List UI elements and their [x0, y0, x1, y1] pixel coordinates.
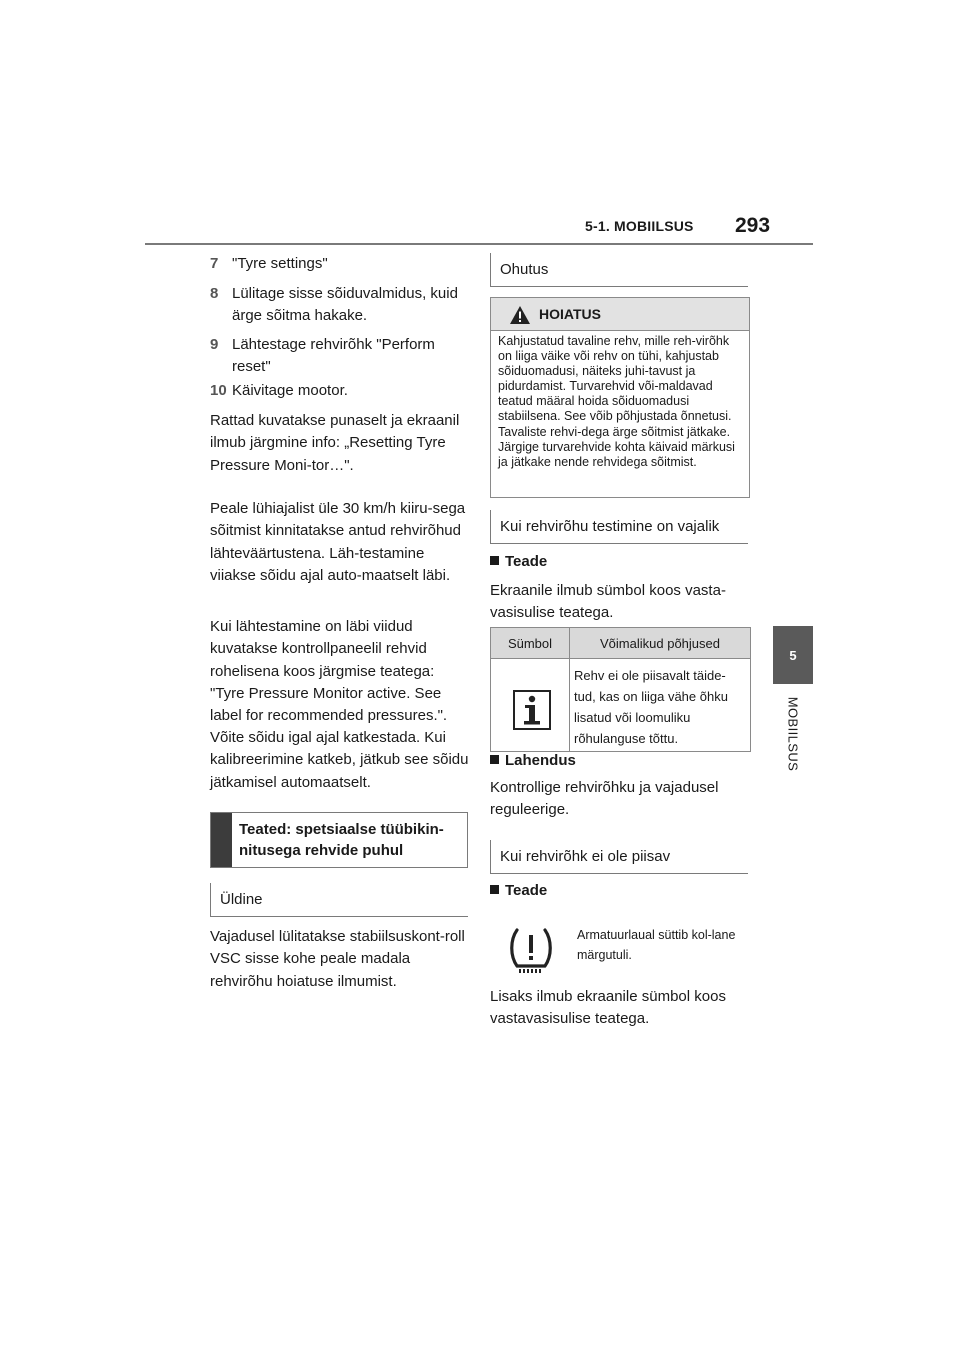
- step-8: [210, 283, 470, 327]
- step-number: 8: [210, 285, 219, 302]
- step-7: [210, 253, 470, 275]
- table-header: Sümbol: [491, 628, 570, 659]
- table-header: Võimalikud põhjused: [570, 628, 751, 659]
- step-number: 10: [210, 382, 227, 399]
- warning-box: [490, 297, 750, 498]
- subheading-text: Üldine: [220, 891, 263, 908]
- bullet-heading-text: Teade: [505, 882, 548, 899]
- bullet-heading-lahendus: [490, 752, 576, 769]
- step-text: Käivitage mootor.: [232, 382, 348, 399]
- subheading-text: Kui rehvirõhk ei ole piisav: [500, 848, 671, 865]
- warning-title: HOIATUS: [539, 306, 601, 322]
- chapter-label-text: MOBIILSUS: [785, 696, 801, 772]
- tire-pressure-warning-icon: [508, 926, 554, 974]
- bullet-square-icon: [490, 556, 499, 565]
- section-heading-text: Teated: spetsiaalse tüübikin-nitusega rehvide puhul: [239, 821, 444, 859]
- page-number: 293: [735, 214, 771, 237]
- info-icon: [513, 690, 551, 730]
- step-text: Lülitage sisse sõiduvalmidus, kuid ärge sõitma hakake.: [232, 285, 458, 324]
- subheading-text: Kui rehvirõhu testimine on vajalik: [500, 518, 720, 535]
- table-cell-description: Rehv ei ole piisavalt täide-tud, kas on liiga vähe õhku lisatud või loomuliku rõhulanguse tõttu.: [570, 659, 751, 752]
- paragraph-rattad: Rattad kuvatakse punaselt ja ekraanil ilmub järgmine info: „Resetting Tyre Pressure Moni-tor…".: [210, 412, 460, 474]
- symbol-table: [490, 627, 751, 752]
- warning-header: [491, 298, 749, 331]
- paragraph-ekraanile: Ekraanile ilmub sümbol koos vasta-vasisulise teatega.: [490, 582, 726, 622]
- step-number: 7: [210, 255, 219, 272]
- paragraph-katkestada: Võite sõidu igal ajal katkestada. Kui kalibreerimine katkeb, jätkub see sõidu jätkamisel automaatselt.: [210, 729, 469, 791]
- table-row: [491, 659, 751, 752]
- section-title: 5-1. MOBIILSUS: [585, 218, 694, 234]
- paragraph-lisaks: Lisaks ilmub ekraanile sümbol koos vastavasisulise teatega.: [490, 988, 726, 1028]
- paragraph-lahtestamine: Kui lähtestamine on läbi viidud kuvatakse kontrollpaneelil rehvid rohelisena koos järgmise teatega: "Tyre Pressure Monitor active. See label for recommended pressures.".: [210, 618, 448, 725]
- step-text: "Tyre settings": [232, 255, 328, 272]
- step-10: [210, 380, 470, 402]
- bullet-heading-teade-2: [490, 882, 547, 899]
- subheading-text: Ohutus: [500, 261, 549, 278]
- subheading-ohutus: [490, 253, 748, 287]
- bullet-square-icon: [490, 885, 499, 894]
- paragraph-peale: Peale lühiajalist üle 30 km/h kiiru-sega sõitmist kinnitatakse antud rehvirõhud lähteväärtustena. Läh-testamine viiakse sõidu ajal auto-maatselt läbi.: [210, 500, 466, 584]
- paragraph-kontrollige: Kontrollige rehvirõhku ja vajadusel reguleerige.: [490, 779, 719, 819]
- header-rule: [145, 243, 813, 245]
- chapter-tab: 5: [773, 626, 813, 684]
- bullet-heading-text: Lahendus: [505, 752, 576, 769]
- subheading-uldine: [210, 883, 468, 917]
- chapter-label: [779, 686, 807, 782]
- paragraph-vsc: Vajadusel lülitatakse stabiilsuskont-roll VSC sisse kohe peale madala rehvirõhu hoiatuse ilmumist.: [210, 928, 465, 990]
- subheading-testimine: [490, 510, 748, 544]
- table-header-row: [491, 628, 751, 659]
- bullet-heading-teade: [490, 553, 547, 570]
- step-number: 9: [210, 336, 219, 353]
- step-9: [210, 334, 470, 378]
- tpms-description: Armatuurlaual süttib kol-lane märgutuli.: [577, 928, 736, 962]
- table-cell-symbol: [491, 659, 570, 752]
- section-heading-box: [210, 812, 468, 868]
- subheading-piisav: [490, 840, 748, 874]
- bullet-heading-text: Teade: [505, 553, 548, 570]
- warning-text: Kahjustatud tavaline rehv, mille reh-virõhk on liiga väike või rehv on tühi, kahjustab sõiduomadusi, näiteks juhi-tavust ja pidurdamist. Turvarehvid või-maldavad teatud määral hoida sõiduomadusi stabiilsena. See võib põhjustada õnnetusi. Tavaliste rehvi-dega ärge sõitmist jätkake. Järgige turvarehvide kohta käivaid märkusi ja jätkake nende rehvidega sõitmist.: [498, 334, 735, 469]
- bullet-square-icon: [490, 755, 499, 764]
- step-text: Lähtestage rehvirõhk "Perform reset": [232, 336, 435, 375]
- heading-bar: [211, 813, 232, 867]
- warning-triangle-icon: [509, 305, 531, 325]
